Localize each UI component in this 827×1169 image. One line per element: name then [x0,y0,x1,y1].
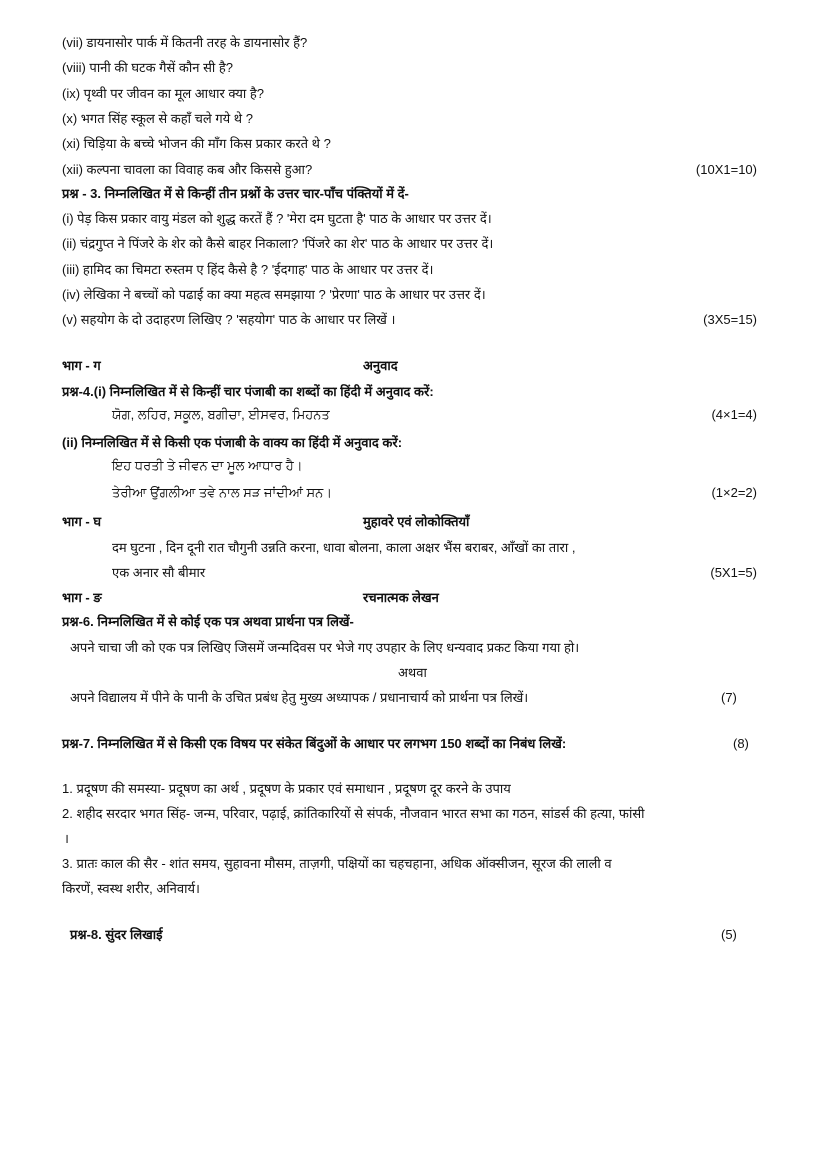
idioms-line: एक अनार सौ बीमार [112,565,206,580]
section-title: रचनात्मक लेखन [363,590,439,605]
section-title: मुहावरे एवं लोकोक्तियाँ [363,514,470,529]
marks: (7) [721,690,737,705]
question-item: (ix) पृथ्वी पर जीवन का मूल आधार क्या है? [62,86,264,101]
punjabi-sentence: ਤੇਰੀਆ ਉਂਗਲੀਆ ਤਵੇ ਨਾਲ ਸੜ ਜਾਂਦੀਆਂ ਸਨ। [112,485,333,500]
section-title: अनुवाद [363,358,398,373]
question-item: (xi) चिड़िया के बच्चे भोजन की माँग किस प्रकार करते थे ? [62,136,331,151]
essay-topic: 3. प्रातः काल की सैर - शांत समय, सुहावना मौसम, ताज़गी, पक्षियों का चहचहाना, अधिक ऑक्सीजन, सूरज की लाली व [62,856,612,871]
letter-option: अपने विद्यालय में पीने के पानी के उचित प्रबंध हेतु मुख्य अध्यापक / प्रधानाचार्य को प्रार्थना पत्र लिखें। [70,690,529,705]
marks: (1×2=2) [711,485,757,500]
marks: (10X1=10) [695,162,757,177]
punjabi-sentence: ਇਹ ਧਰਤੀ ਤੇ ਜੀਵਨ ਦਾ ਮੂਲ ਆਧਾਰ ਹੈ। [112,458,303,473]
question-item: (iv) लेखिका ने बच्चों को पढाई का क्या महत्व समझाया ? 'प्रेरणा' पाठ के आधार पर उत्तर दें। [62,287,486,302]
marks: (8) [733,736,749,751]
question-heading: (ii) निम्नलिखित में से किसी एक पंजाबी के वाक्य का हिंदी में अनुवाद करें: [62,435,403,450]
question-heading: प्रश्न-7. निम्नलिखित में से किसी एक विषय पर संकेत बिंदुओं के आधार पर लगभग 150 शब्दों का निबंध लिखें: [62,736,567,751]
question-heading: प्रश्न-8. सुंदर लिखाई [70,927,163,942]
question-item: (i) पेड़ किस प्रकार वायु मंडल को शुद्ध करतें हैं ? 'मेरा दम घुटता है' पाठ के आधार पर उत्तर दें। [62,211,492,226]
marks: (3X5=15) [703,312,757,327]
question-item: (xii) कल्पना चावला का विवाह कब और किससे हुआ? [62,162,313,177]
question-item: (x) भगत सिंह स्कूल से कहाँ चले गये थे ? [62,111,253,126]
question-item: (ii) चंद्रगुप्त ने पिंजरे के शेर को कैसे बाहर निकाला? 'पिंजरे का शेर' पाठ के आधार पर उत्तर दें। [62,236,494,251]
essay-topic-cont: । [64,831,69,846]
marks: (5) [721,927,737,942]
punjabi-words: ਯੋਗ, ਲਹਿਰ, ਸਕੂਲ, ਬਗੀਚਾ, ਈਸਵਰ, ਮਿਹਨਤ [112,407,330,422]
question-item: (iii) हामिद का चिमटा रुस्तम ए हिंद कैसे है ? 'ईदगाह' पाठ के आधार पर उत्तर दें। [62,262,434,277]
question-heading: प्रश्न-6. निम्नलिखित में से कोई एक पत्र अथवा प्रार्थना पत्र लिखें- [62,614,354,629]
section-label: भाग - ङ [62,590,102,605]
marks: (5X1=5) [710,565,757,580]
question-heading: प्रश्न-4.(i) निम्नलिखित में से किन्हीं चार पंजाबी का शब्दों का हिंदी में अनुवाद करें: [62,384,434,399]
idioms-line: दम घुटना , दिन दूनी रात चौगुनी उन्नति करना, धावा बोलना, काला अक्षर भैंस बराबर, आँखों का तारा , [112,540,576,555]
or-separator: अथवा [398,665,427,680]
essay-topic-cont: किरणें, स्वस्थ शरीर, अनिवार्य। [62,881,200,896]
question-item: (v) सहयोग के दो उदाहरण लिखिए ? 'सहयोग' पाठ के आधार पर लिखें । [62,312,396,327]
section-label: भाग - ग [62,358,101,373]
section-label: भाग - घ [62,514,102,529]
question-heading: प्रश्न - 3. निम्नलिखित में से किन्हीं तीन प्रश्नों के उत्तर चार-पाँच पंक्तियों में दें- [62,186,409,201]
question-item: (vii) डायनासोर पार्क में कितनी तरह के डायनासोर हैं? [62,35,308,50]
essay-topic: 1. प्रदूषण की समस्या- प्रदूषण का अर्थ , प्रदूषण के प्रकार एवं समाधान , प्रदूषण दूर करने के उपाय [62,781,511,796]
letter-option: अपने चाचा जी को एक पत्र लिखिए जिसमें जन्मदिवस पर भेजे गए उपहार के लिए धन्यवाद प्रकट किया गया हो। [70,640,580,655]
question-item: (viii) पानी की घटक गैसें कौन सी है? [62,60,233,75]
essay-topic: 2. शहीद सरदार भगत सिंह- जन्म, परिवार, पढ़ाई, क्रांतिकारियों से संपर्क, नौजवान भारत सभा का गठन, सांडर्स की हत्या, फांसी [62,806,645,821]
marks: (4×1=4) [711,407,757,422]
